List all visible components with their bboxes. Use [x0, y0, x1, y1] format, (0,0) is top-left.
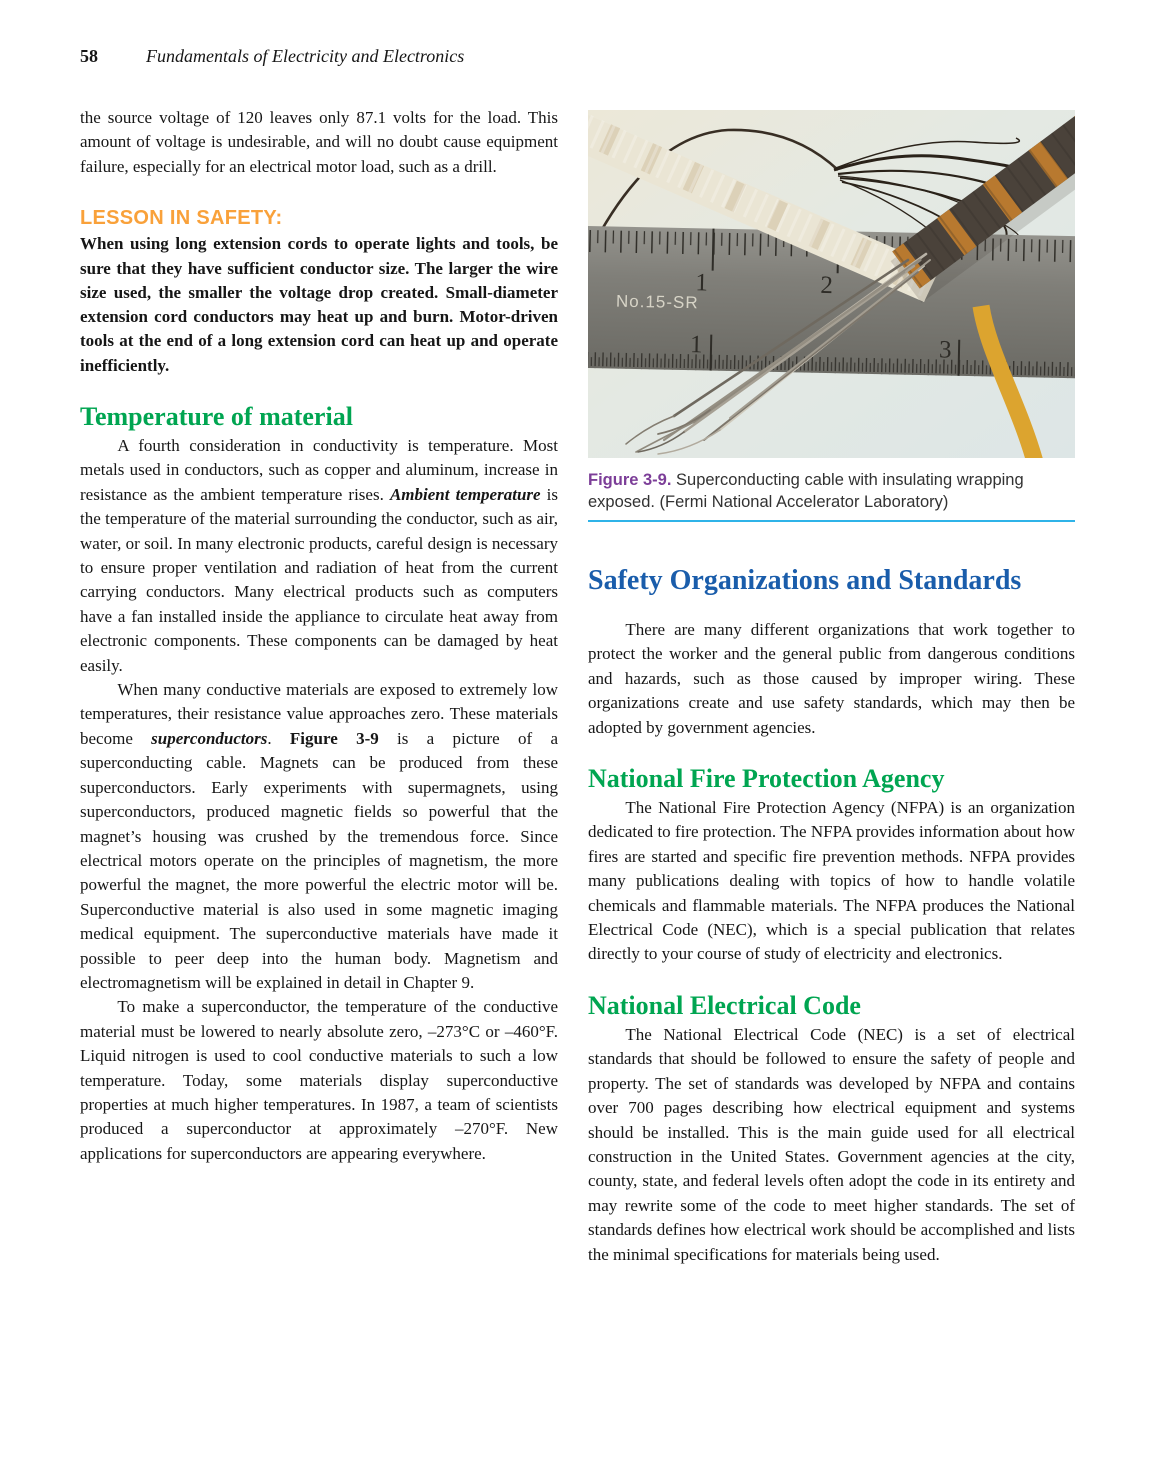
temperature-paragraph-1 [80, 434, 558, 678]
nfpa-heading: National Fire Protection Agency [588, 764, 945, 794]
nfpa-paragraph: The National Fire Protection Agency (NFPA) is an organization dedicated to fire protection. The NFPA provides information about how fires are started and specific fire prevention methods. NFPA provides many publications dealing with topics of how to handle volatile chemicals and flammable materials. The NFPA produces the National Electrical Code (NEC), which is a special publication that relates directly to your course of study of electricity and electronics. [588, 798, 1075, 964]
left-column [80, 106, 558, 1166]
ruler-number: 2 [820, 271, 834, 300]
para2-text: When many conductive materials are exposed to extremely low temperatures, their resistance value approaches zero. These materials become [80, 680, 558, 748]
ruler-inch-tick [711, 335, 712, 371]
caption-divider-rule [588, 520, 1075, 522]
lesson-in-safety-body: When using long extension cords to operate lights and tools, be sure that they have sufficient conductor size. The larger the wire size used, the smaller the voltage drop created. Small-diameter extension cord conductors may heat up and burn. Motor-driven tools at the end of a long extension cord can heat up and operate inefficiently. [80, 234, 558, 375]
running-title: Fundamentals of Electricity and Electronics [146, 46, 465, 66]
right-column [588, 110, 1075, 1267]
ruler-inch-tick [713, 229, 714, 271]
superconductors-term: superconductors [151, 728, 268, 748]
figure-caption [588, 470, 1075, 513]
ambient-temperature-term: Ambient temperature [389, 484, 541, 504]
nec-paragraph: The National Electrical Code (NEC) is a set of electrical standards that should be followed to ensure the safety of people and property. The set of standards was developed by NFPA and contains over 700 pages describing how electrical equipment and systems should be installed. This is the main guide used for all electrical construction in the United States. Government agencies at the city, county, state, and federal levels often adopt the code in its entirety and may rewrite some of the code to meet higher standards. The set of standards defines how electrical work should be accomplished and lists the minimal specifications for materials being used. [588, 1024, 1075, 1264]
temperature-paragraph-2 [80, 678, 558, 995]
figure-caption-text: Superconducting cable with insulating wrapping exposed. (Fermi National Accelerator Laboratory) [588, 471, 1024, 511]
ruler-number: 3 [938, 336, 952, 364]
para1-text: A fourth consideration in conductivity is temperature. Most metals used in conductors, such as copper and aluminum, increase in resistance as the ambient temperature rises. [80, 436, 558, 504]
para1-text-cont: is the temperature of the material surrounding the conductor, such as air, water, or soil. In many electronic products, careful design is necessary to ensure proper ventilation and radiation of heat from the current carrying conductors. Many electrical products such as computers have a fan installed inside the appliance to circulate heat away from electronic components. These components can be damaged by heat easily. [80, 484, 559, 675]
intro-paragraph: the source voltage of 120 leaves only 87.1 volts for the load. This amount of voltage is undesirable, and will no doubt cause equipment failure, especially for an electrical motor load, such as a drill. [80, 108, 558, 176]
lesson-in-safety-heading: LESSON IN SAFETY: [80, 207, 283, 230]
ruler-model-label: No.15-SR [615, 291, 699, 313]
ruler-number: 1 [695, 269, 709, 297]
safety-organizations-heading: Safety Organizations and Standards [588, 565, 1022, 596]
para2-text-cont: is a picture of a superconducting cable. Magnets can be produced from these superconductors. Early experiments with supermagnets, using superconductors, produced magnetic fields so powerful that the magnet’s housing was crushed by the tremendous force. Since electrical motors operate on the principles of magnetism, the more powerful the magnet, the more powerful the electric motor will be. Superconductive material is also used in some magnetic imaging medical equipment. The superconductive materials have made it possible to peer deep into the human body. Magnetism and electromagnetism will be explained in detail in Chapter 9. [80, 728, 559, 992]
temperature-section-heading: Temperature of material [80, 402, 353, 431]
figure-3-9-photo [588, 110, 1075, 458]
figure-label: Figure 3-9. [588, 471, 672, 489]
temperature-paragraph-3: To make a superconductor, the temperature of the conductive material must be lowered to nearly absolute zero, –273°C or –460°F. Liquid nitrogen is used to cool conductive materials to such a low temperature. Today, some materials display superconductive properties at much higher temperatures. In 1987, a team of scientists produced a superconductor at approximately –270°F. New applications for superconductors are appearing everywhere. [80, 997, 558, 1163]
safety-organizations-paragraph: There are many different organizations that work together to protect the worker and the general public from dangerous conditions and hazards, such as those caused by improper wiring. These organizations create and use safety standards, which may then be adopted by government agencies. [588, 620, 1075, 737]
figure-3-9-reference: Figure 3-9 [289, 728, 379, 748]
page-number: 58 [80, 46, 98, 66]
ruler-number: 1 [689, 331, 703, 359]
ruler-inch-tick [958, 340, 959, 376]
nec-heading: National Electrical Code [588, 990, 861, 1020]
running-header [80, 46, 1076, 67]
para2-text-mid: . [267, 728, 290, 748]
